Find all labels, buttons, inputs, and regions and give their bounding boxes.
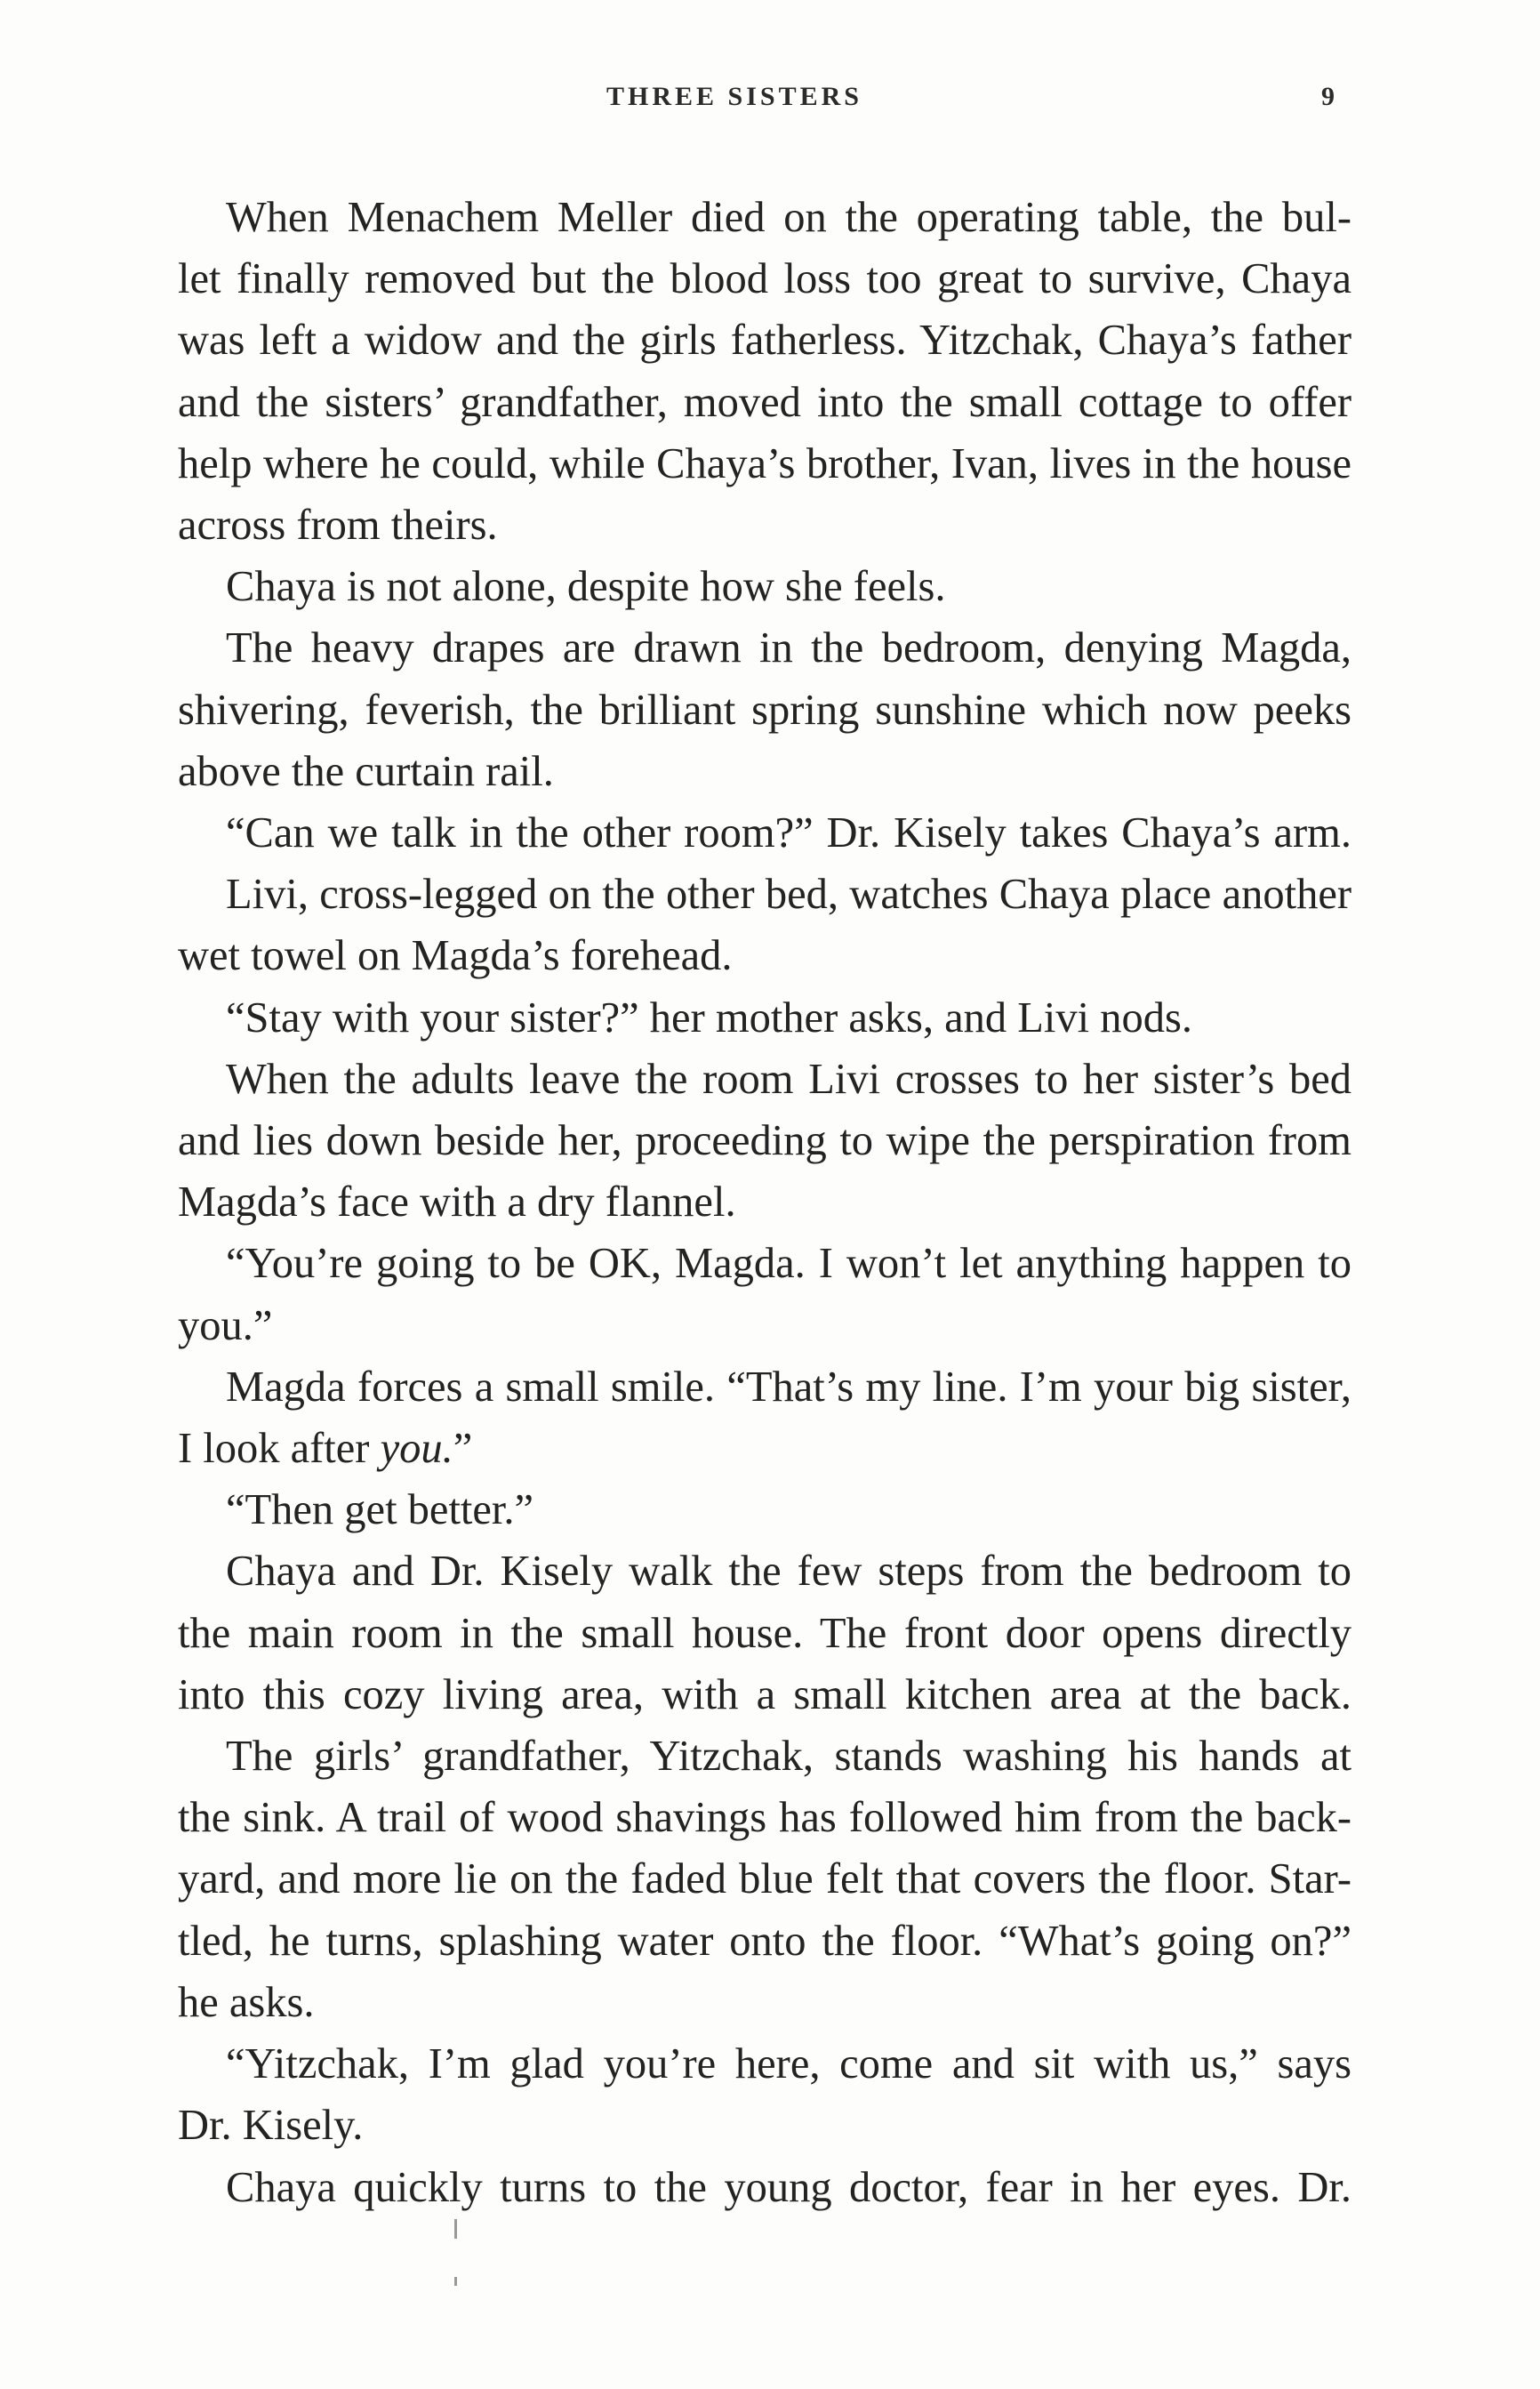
text-line: let finally removed but the blood loss too great to survive, Chaya xyxy=(178,255,1352,303)
text-line: help where he could, while Chaya’s brother, Ivan, lives in the house xyxy=(178,439,1352,487)
page-number: 9 xyxy=(1321,82,1335,111)
text-line: the main room in the small house. The front door opens directly xyxy=(178,1609,1352,1657)
text-line: “You’re going to be OK, Magda. I won’t let anything happen to xyxy=(226,1240,1352,1288)
text-line: the sink. A trail of wood shavings has followed him from the back- xyxy=(178,1794,1352,1842)
text-line: Magda forces a small smile. “That’s my line. I’m your big sister, xyxy=(226,1363,1352,1411)
text-line: “Stay with your sister?” her mother asks, and Livi nods. xyxy=(226,993,1192,1042)
text-segment: I look after xyxy=(178,1425,381,1473)
text-line: into this cozy living area, with a small kitchen area at the back. xyxy=(178,1670,1352,1718)
text-line: The girls’ grandfather, Yitzchak, stands washing his hands at xyxy=(226,1733,1352,1781)
text-line: shivering, feverish, the brilliant spring sunshine which now peeks xyxy=(178,686,1352,734)
text-line: across from theirs. xyxy=(178,502,498,550)
text-line: wet towel on Magda’s forehead. xyxy=(178,932,733,980)
text-segment: ” xyxy=(453,1425,473,1473)
text-line: When Menachem Meller died on the operating table, the bul- xyxy=(226,194,1352,241)
text-line: “Can we talk in the other room?” Dr. Kisely takes Chaya’s arm. xyxy=(226,809,1352,857)
text-line: Livi, cross-legged on the other bed, watches Chaya place another xyxy=(226,871,1352,919)
text-line: Chaya is not alone, despite how she feels. xyxy=(226,563,946,611)
book-title: THREE SISTERS xyxy=(606,82,862,111)
text-line: tled, he turns, splashing water onto the floor. “What’s going on?” xyxy=(178,1917,1352,1965)
text-line: Chaya and Dr. Kisely walk the few steps from the bedroom to xyxy=(226,1548,1352,1596)
italic-text: you. xyxy=(380,1425,453,1473)
scan-mark xyxy=(454,2277,457,2286)
text-line: and the sisters’ grandfather, moved into the small cottage to offer xyxy=(178,378,1352,426)
running-head xyxy=(0,82,1540,117)
text-line: The heavy drapes are drawn in the bedroom, denying Magda, xyxy=(226,624,1352,672)
scan-mark xyxy=(454,2219,457,2239)
text-line: Chaya quickly turns to the young doctor, fear in her eyes. Dr. xyxy=(226,2163,1352,2211)
text-line: above the curtain rail. xyxy=(178,747,554,795)
text-line: “Yitzchak, I’m glad you’re here, come and sit with us,” says xyxy=(226,2040,1352,2088)
text-line: he asks. xyxy=(178,1978,315,2026)
text-line: was left a widow and the girls fatherless. Yitzchak, Chaya’s father xyxy=(178,317,1352,365)
text-line: yard, and more lie on the faded blue felt that covers the floor. Star- xyxy=(178,1855,1352,1903)
text-line: Dr. Kisely. xyxy=(178,2102,364,2150)
text-line xyxy=(178,1418,1352,1479)
text-line: “Then get better.” xyxy=(226,1486,534,1534)
body-text xyxy=(178,187,1352,2218)
text-line: Magda’s face with a dry flannel. xyxy=(178,1178,736,1227)
text-line: When the adults leave the room Livi crosses to her sister’s bed xyxy=(226,1055,1352,1103)
text-line: you.” xyxy=(178,1301,273,1349)
text-line: and lies down beside her, proceeding to wipe the perspiration from xyxy=(178,1117,1352,1165)
